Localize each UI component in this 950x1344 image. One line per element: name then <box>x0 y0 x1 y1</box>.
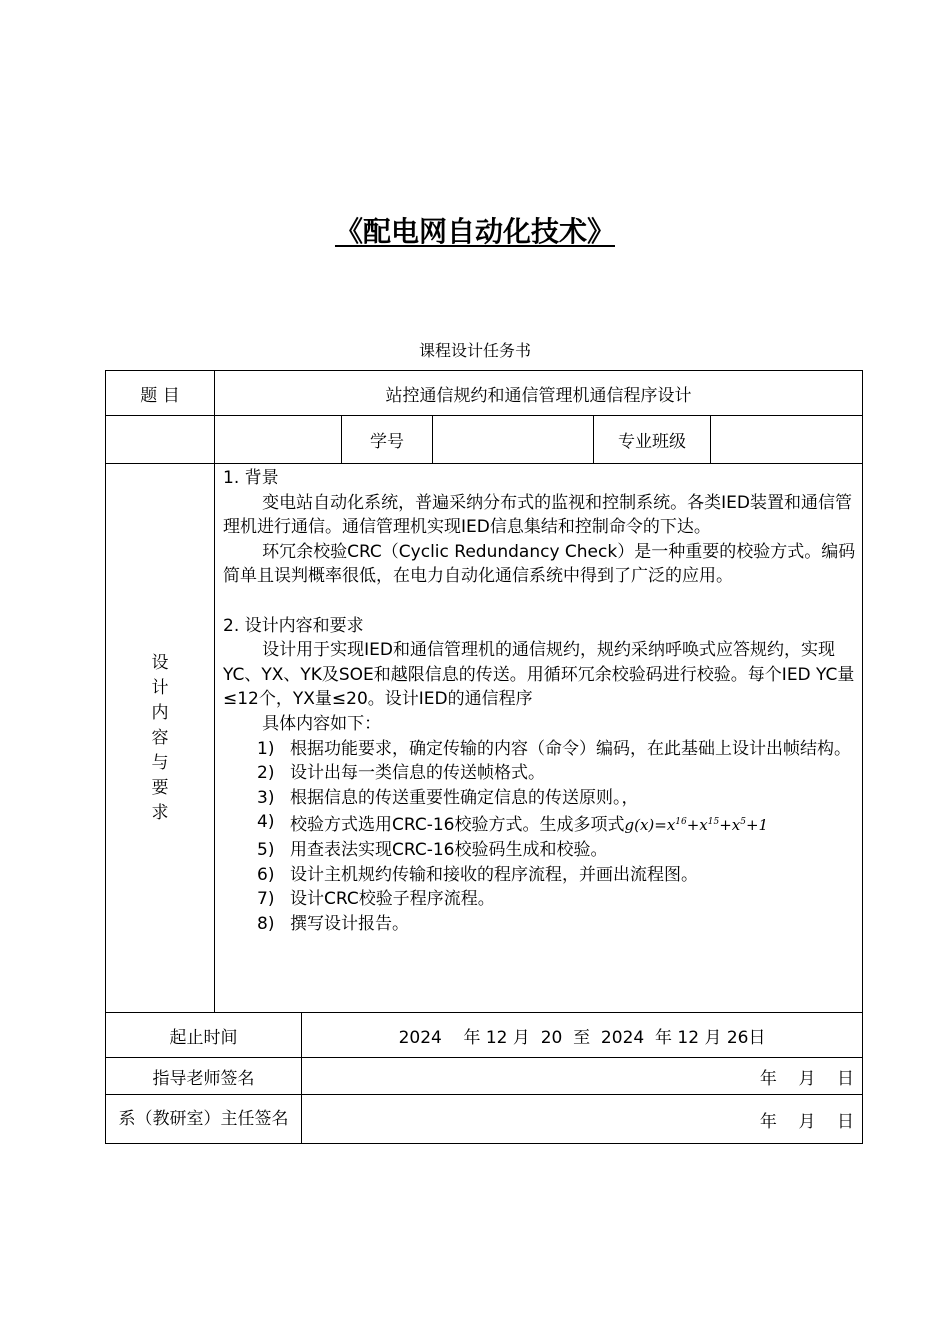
poly-part: +x <box>686 816 708 835</box>
poly-part: g(x)=x <box>624 816 676 835</box>
list-item-number: 7) <box>257 889 275 910</box>
section-1-paragraph-1: 变电站自动化系统，普遍采纳分布式的监视和控制系统。各类IED装置和通信管理机进行通信。通信管理机实现IED信息集结和控制命令的下达。 <box>223 492 852 538</box>
class-label: 专业班级 <box>594 416 711 464</box>
advisor-label: 指导老师签名 <box>106 1058 302 1095</box>
student-id-value <box>433 416 594 464</box>
student-id-label: 学号 <box>342 416 433 464</box>
design-label-char: 内 <box>151 702 169 723</box>
list-item-number: 8) <box>257 913 275 934</box>
document-title: 《配电网自动化技术》 <box>334 215 615 248</box>
task-table <box>105 370 863 1144</box>
section-2-heading: 2. 设计内容和要求 <box>223 615 364 636</box>
list-item <box>223 786 856 811</box>
advisor-row <box>106 1058 863 1095</box>
list-item-text: 设计出每一类信息的传送帧格式。 <box>290 763 545 784</box>
list-item-number: 1) <box>257 738 275 759</box>
list-item <box>223 912 856 937</box>
poly-exponent: 16 <box>675 817 687 828</box>
list-item-text: 设计主机规约传输和接收的程序流程，并画出流程图。 <box>290 864 698 885</box>
list-item-text: 根据信息的传送重要性确定信息的传送原则。， <box>290 787 639 808</box>
director-date: 年 月 日 <box>302 1095 863 1144</box>
section-1-heading: 1. 背景 <box>223 468 279 488</box>
topic-label: 题 目 <box>106 371 215 416</box>
poly-exponent: 15 <box>707 817 720 828</box>
advisor-date: 年 月 日 <box>302 1058 863 1095</box>
design-label-char: 设 <box>151 652 169 673</box>
director-row <box>106 1095 863 1144</box>
blank-line <box>223 589 856 614</box>
student-row <box>106 416 863 464</box>
list-item <box>223 887 856 912</box>
design-label-char: 与 <box>151 752 169 773</box>
list-item-text: 根据功能要求，确定传输的内容（命令）编码，在此基础上设计出帧结构。 <box>290 738 851 759</box>
list-item-text: 用查表法实现CRC-16校验码生成和校验。 <box>290 839 608 860</box>
section-2-paragraph-2: 具体内容如下： <box>262 713 382 734</box>
period-label: 起止时间 <box>106 1013 302 1058</box>
list-item <box>223 737 856 762</box>
student-name-cell <box>215 416 342 464</box>
section-2-paragraph-1: 设计用于实现IED和通信管理机的通信规约，规约采纳呼唤式应答规约，实现YC、YX、YK及SOE和越限信息的传送。用循环冗余校验码进行校验。每个IED YC量≤12个，YX量≤20。设计IED的通信程序 <box>223 640 855 710</box>
list-item <box>223 838 856 863</box>
list-item-number: 3) <box>257 787 275 808</box>
section-1-paragraph-2: 环冗余校验CRC（Cyclic Redundancy Check）是一种重要的校验方式。编码简单且误判概率很低，在电力自动化通信系统中得到了广泛的应用。 <box>223 541 856 587</box>
class-value <box>711 416 863 464</box>
list-item-number: 2) <box>257 763 275 784</box>
design-content <box>215 464 863 1013</box>
list-item-text: 校验方式选用CRC-16校验方式。生成多项式 <box>290 815 625 836</box>
list-item-number: 4) <box>257 812 275 833</box>
list-item <box>223 761 856 786</box>
design-label <box>106 464 215 1013</box>
poly-part: +1 <box>745 816 769 835</box>
student-name-label-cell <box>106 416 215 464</box>
design-label-char: 要 <box>151 777 169 798</box>
list-item <box>223 863 856 888</box>
design-label-char: 容 <box>151 727 169 748</box>
list-item-number: 6) <box>257 864 275 885</box>
document-subtitle: 课程设计任务书 <box>418 341 531 360</box>
design-label-char: 求 <box>151 802 169 823</box>
list-item <box>223 810 856 838</box>
period-row <box>106 1013 863 1058</box>
design-label-char: 计 <box>151 677 169 698</box>
topic-row <box>106 371 863 416</box>
poly-part: +x <box>719 816 741 835</box>
list-item-text: 设计CRC校验子程序流程。 <box>290 889 495 910</box>
poly-exponent: 5 <box>740 817 746 828</box>
requirement-list <box>223 737 856 937</box>
generator-polynomial <box>624 816 768 834</box>
director-label: 系（教研室）主任签名 <box>106 1095 302 1144</box>
list-item-number: 5) <box>257 839 275 860</box>
topic-value: 站控通信规约和通信管理机通信程序设计 <box>215 371 863 416</box>
list-item-text: 撰写设计报告。 <box>290 913 409 934</box>
design-row <box>106 464 863 1013</box>
period-value: 2024 年 12 月 20 至 2024 年 12 月 26日 <box>302 1013 863 1058</box>
